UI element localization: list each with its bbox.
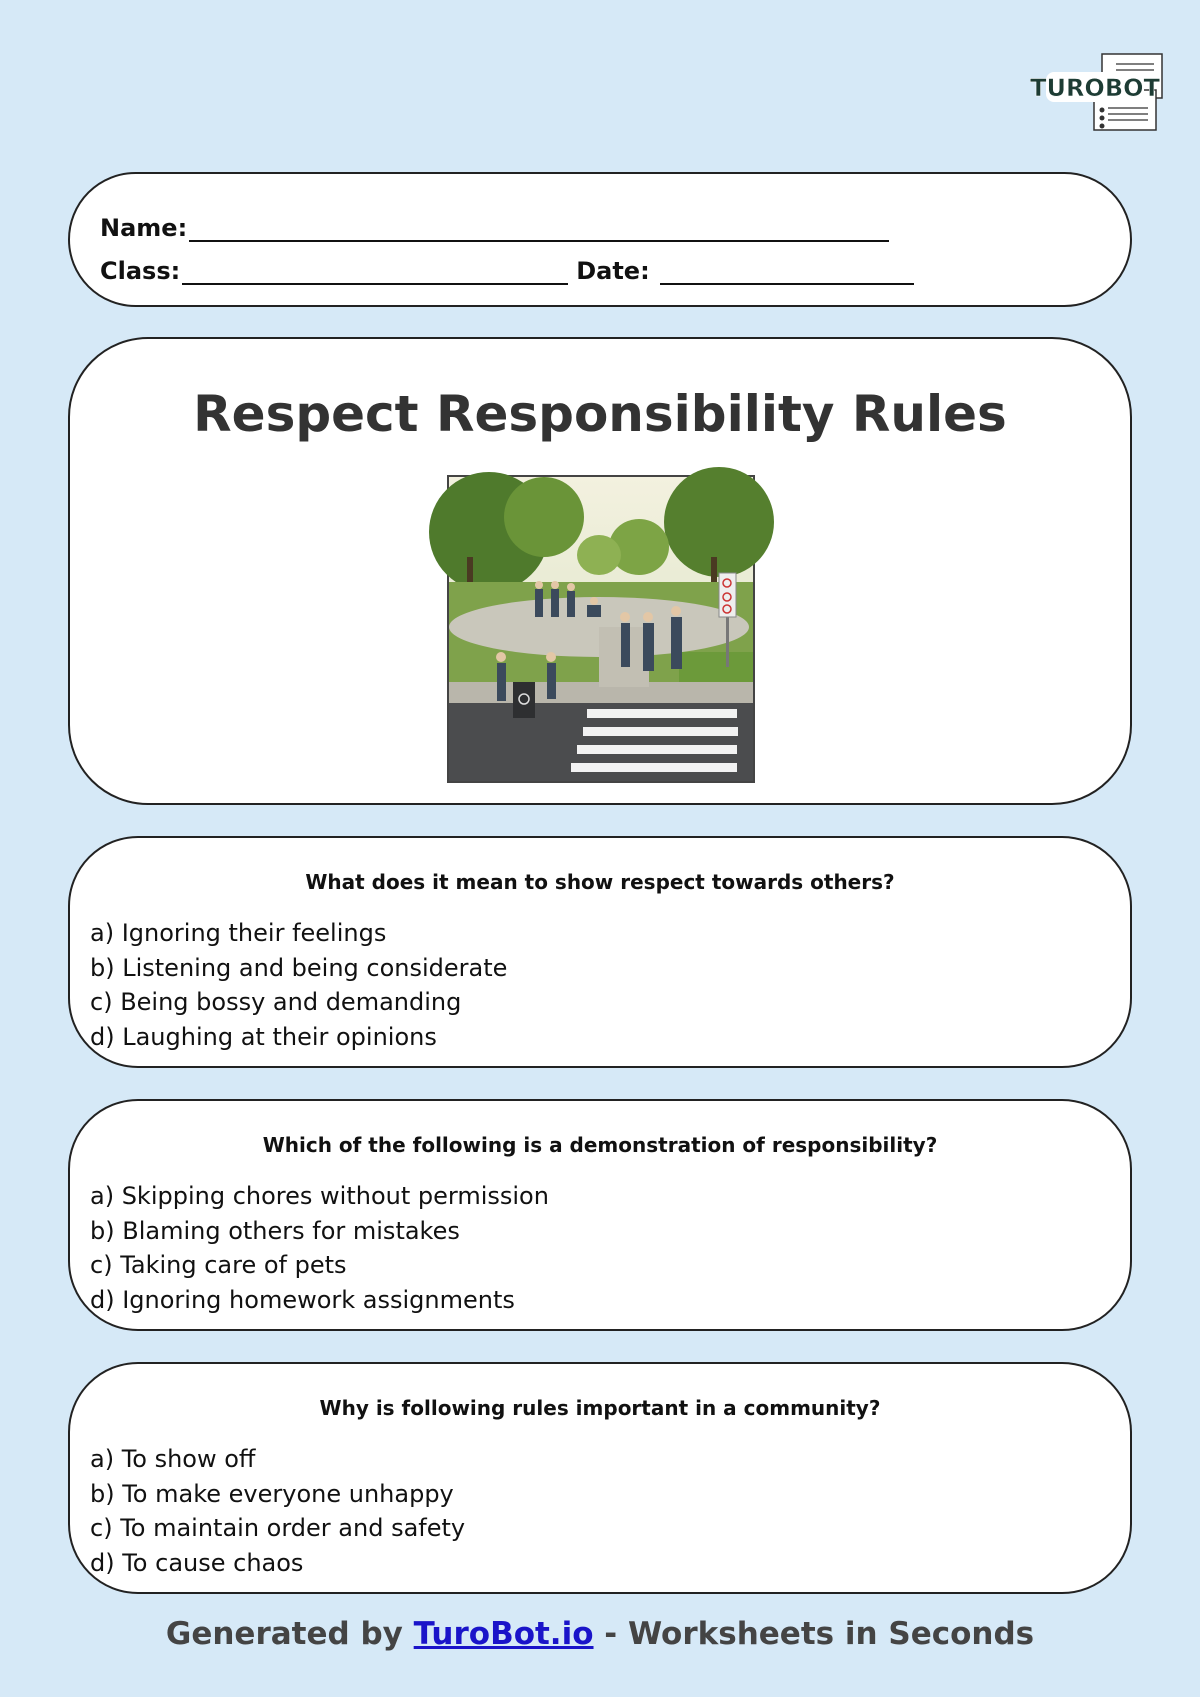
option-d[interactable]: d) Ignoring homework assignments: [90, 1285, 515, 1314]
question-text: Which of the following is a demonstration of responsibility?: [262, 1133, 938, 1157]
options-list: [90, 916, 507, 1054]
turobot-logo: [1030, 52, 1166, 136]
option-b[interactable]: b) Listening and being considerate: [90, 953, 508, 982]
question-text: Why is following rules important in a community?: [319, 1396, 881, 1420]
park-illustration: [447, 475, 755, 783]
footer-prefix: Generated by: [165, 1616, 414, 1652]
footer-suffix: - Worksheets in Seconds: [593, 1616, 1035, 1652]
options-list: [90, 1179, 549, 1317]
option-c[interactable]: c) Taking care of pets: [90, 1251, 347, 1279]
logo-text: TUROBOT: [1030, 74, 1160, 102]
date-label: Date:: [576, 257, 650, 285]
question-card-3: [68, 1362, 1132, 1594]
title-card: [68, 337, 1132, 805]
name-label: Name:: [100, 214, 188, 242]
date-field[interactable]: [660, 259, 914, 285]
question-card-1: [68, 836, 1132, 1068]
name-field[interactable]: [189, 216, 889, 242]
footer: [0, 1616, 1200, 1652]
option-c[interactable]: c) To maintain order and safety: [90, 1514, 466, 1542]
options-list: [90, 1442, 465, 1580]
question-card-2: [68, 1099, 1132, 1331]
turobot-link[interactable]: TuroBot.io: [413, 1616, 594, 1652]
option-a[interactable]: a) To show off: [90, 1445, 256, 1473]
option-c[interactable]: c) Being bossy and demanding: [90, 988, 462, 1016]
option-a[interactable]: a) Ignoring their feelings: [90, 919, 387, 947]
option-d[interactable]: d) To cause chaos: [90, 1548, 304, 1577]
class-field[interactable]: [182, 259, 568, 285]
option-d[interactable]: d) Laughing at their opinions: [90, 1022, 437, 1051]
option-a[interactable]: a) Skipping chores without permission: [90, 1182, 549, 1210]
class-label: Class:: [100, 257, 181, 285]
worksheet-title: Respect Responsibility Rules: [193, 385, 1007, 443]
option-b[interactable]: b) Blaming others for mistakes: [90, 1216, 460, 1245]
question-text: What does it mean to show respect towards others?: [305, 870, 895, 894]
option-b[interactable]: b) To make everyone unhappy: [90, 1479, 454, 1508]
student-info-card: [68, 172, 1132, 307]
